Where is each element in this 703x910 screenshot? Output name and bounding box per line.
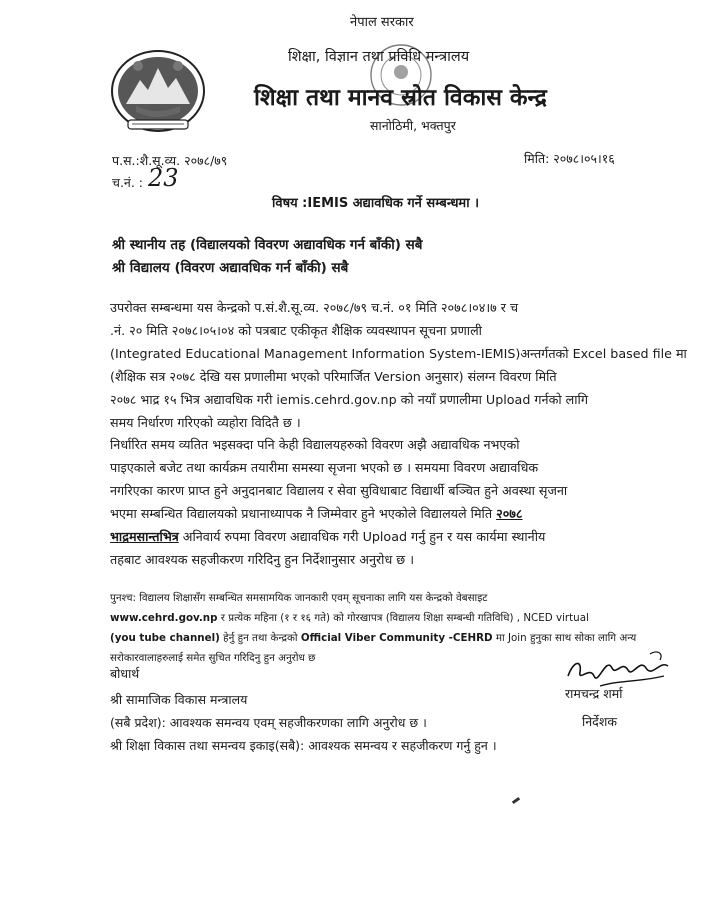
cc-line: श्री सामाजिक विकास मन्त्रालय	[110, 692, 248, 707]
cc-line: श्री शिक्षा विकास तथा समन्वय इकाइ(सबै): आवश्यक समन्वय र सहजीकरण गर्नु हुन ।	[110, 738, 497, 753]
paragraph-line: पाइएकाले बजेट तथा कार्यक्रम तयारीमा समस्या सृजना भएको छ । समयमा विवरण अद्यावधिक	[110, 460, 539, 475]
letter-date: मिति: २०७८।०५।१६	[524, 151, 615, 166]
dispatch-number-label: च.नं. :	[112, 175, 144, 190]
dispatch-number-handwritten: 23	[148, 164, 179, 192]
postscript-text: र प्रत्येक महिना (१ र १६ गते) को गोरखापत्र (विद्यालय शिक्षा सम्बन्धी गतिविधि) , NCED virtual	[217, 612, 589, 624]
cc-heading: बोधार्थ	[110, 666, 140, 681]
signatory-title: निर्देशक	[582, 714, 617, 729]
body-paragraph-1	[110, 296, 687, 434]
postscript-line: सरोकारवालाहरुलाई समेत सुचित गरिदिनु हुन अनुरोध छ	[110, 652, 316, 664]
postscript-text: मा Join हुनुका साथ सोका लागि अन्य	[492, 632, 637, 644]
paragraph-line	[110, 525, 567, 548]
paragraph-line: २०७८ भाद्र १५ भित्र अद्यावधिक गरी iemis.cehrd.gov.np को नयाँ प्रणालीमा Upload गर्नको लागि	[110, 392, 588, 407]
letter-subject: विषय :IEMIS अद्यावधिक गर्ने सम्बन्धमा ।	[272, 196, 480, 211]
letter-reference-number: प.स.:शै.सू.व्य. २०७८/७९	[112, 153, 228, 168]
government-name: नेपाल सरकार	[350, 15, 414, 30]
paragraph-line: निर्धारित समय व्यतित भइसक्दा पनि केही विद्यालयहरुको विवरण अझै अद्यावधिक नभएको	[110, 437, 520, 452]
postscript-line: पुनश्च: विद्यालय शिक्षासँग सम्बन्धित समसामयिक जानकारी एवम् सूचनाका लागि यस केन्द्रको वेबसाइट	[110, 592, 488, 604]
recipient-line: श्री स्थानीय तह (विद्यालयको विवरण अद्यावधिक गर्न बाँकी) सबै	[112, 237, 423, 253]
paragraph-line: (शैक्षिक सत्र २०७८ देखि यस प्रणालीमा भएको परिमार्जित Version अनुसार) संलग्न विवरण मिति	[110, 369, 557, 384]
postscript	[110, 588, 636, 668]
government-emblem-icon	[108, 46, 208, 136]
paragraph-line	[110, 502, 567, 525]
center-name: शिक्षा तथा मानव स्रोत विकास केन्द्र	[254, 85, 547, 111]
deadline-month: भाद्रमसान्तभित्र	[110, 529, 179, 544]
ministry-name: शिक्षा, विज्ञान तथा प्रविधि मन्त्रालय	[288, 49, 470, 65]
cc-line: (सबै प्रदेश): आवश्यक समन्वय एवम् सहजीकरणका लागि अनुरोध छ ।	[110, 715, 427, 730]
paragraph-line: उपरोक्त सम्बन्धमा यस केन्द्रको प.सं.शै.सू.व्य. २०७८/७९ च.नं. ०१ मिति २०७८।०४।७ र च	[110, 300, 519, 315]
signatory-name: रामचन्द्र शर्मा	[565, 686, 623, 701]
paragraph-line: (Integrated Educational Management Information System-IEMIS)अन्तर्गतको Excel based file मा	[110, 346, 687, 361]
ink-mark	[512, 797, 520, 804]
viber-community-text: Official Viber Community -CEHRD	[300, 632, 493, 644]
paragraph-text: भएमा सम्बन्धित विद्यालयको प्रधानाध्यापक नै जिम्मेवार हुने भएकोले विद्यालयले मिति	[110, 506, 497, 521]
postscript-line	[110, 608, 636, 628]
postscript-text: हेर्नु हुन तथा केन्द्रको	[219, 632, 301, 644]
paragraph-line: समय निर्धारण गरिएको व्यहोरा विदितै छ ।	[110, 415, 301, 430]
website-link[interactable]: www.cehrd.gov.np	[110, 612, 218, 624]
body-paragraph-2	[110, 433, 567, 571]
postscript-line	[110, 628, 636, 648]
paragraph-line: नगरिएका कारण प्राप्त हुने अनुदानबाट विद्यालय र सेवा सुविधाबाट विद्यार्थी बञ्चित हुने अवस्था सृजना	[110, 483, 568, 498]
recipient-line: श्री विद्यालय (विवरण अद्यावधिक गर्न बाँकी) सबै	[112, 260, 349, 276]
youtube-channel-text: (you tube channel)	[110, 632, 220, 644]
deadline-year: २०७८	[496, 506, 523, 521]
paragraph-text: अनिवार्य रुपमा विवरण अद्यावधिक गरी Upload गर्नु हुन र यस कार्यमा स्थानीय	[178, 529, 546, 544]
paragraph-line: तहबाट आवश्यक सहजीकरण गरिदिनु हुन निर्देशानुसार अनुरोध छ ।	[110, 552, 415, 567]
paragraph-line: .नं. २० मिति २०७८।०५।०४ को पत्रबाट एकीकृत शैक्षिक व्यवस्थापन सूचना प्रणाली	[110, 323, 482, 338]
office-address: सानोठिमी, भक्तपुर	[370, 118, 456, 133]
